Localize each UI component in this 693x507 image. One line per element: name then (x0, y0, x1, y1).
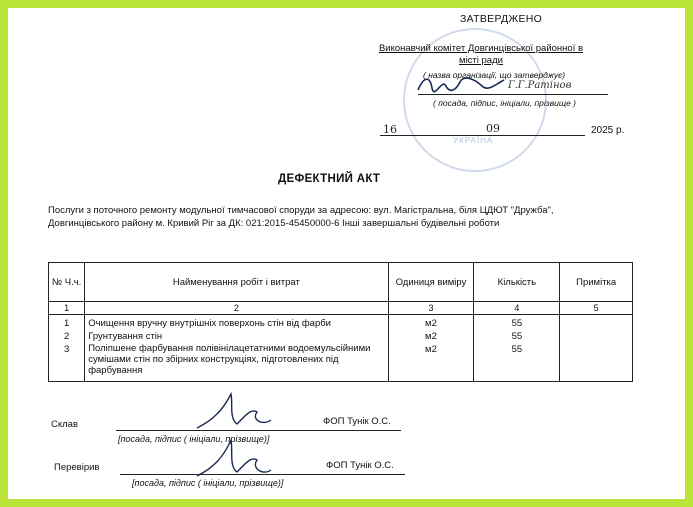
checked-name: ФОП Тунік О.С. (326, 460, 394, 471)
defects-table (48, 262, 633, 382)
checked-hint: [посада, підпис ( ініціали, прізвище)] (132, 478, 284, 488)
position-hint: ( посада, підпис, ініціали, прізвище ) (433, 98, 577, 108)
approval-title: ЗАТВЕРДЖЕНО (460, 13, 543, 25)
document-title: ДЕФЕКТНИЙ АКТ (278, 173, 381, 185)
name-cell (85, 315, 388, 382)
col-number: 3 (388, 302, 474, 315)
row-num: 3 (63, 344, 70, 355)
table-header-row (49, 263, 633, 302)
unit-cell (388, 315, 474, 382)
work-name: Очищення вручну внутрішніх поверхонь стін від фарби (88, 318, 331, 329)
compiled-label: Склав (51, 419, 78, 430)
header-num: № Ч.ч. (49, 263, 85, 302)
num-cell (49, 315, 85, 382)
work-name: Грунтування стін (88, 331, 163, 342)
date-month: 09 (486, 122, 500, 135)
work-unit: м2 (425, 331, 437, 342)
date-year: 2025 р. (591, 125, 625, 136)
organization-hint: ( назва організації, що затверджує) (423, 70, 566, 80)
compiled-name: ФОП Тунік О.С. (323, 416, 391, 427)
work-unit: м2 (425, 318, 437, 329)
work-qty: 55 (511, 331, 523, 342)
header-unit: Одиниця виміру (388, 263, 474, 302)
compiled-hint: [посада, підпис ( ініціали, прізвище)] (118, 434, 270, 444)
document-description: Послуги з поточного ремонту модульної тимчасової споруди за адресою: вул. Магістральна, біля ЦДЮТ "Дружба", Довгинцівського району м. Кривий Ріг за ДК: 021:2015-45450000-6 Інші завершальні будівельні роботи (48, 205, 554, 229)
column-number-row (49, 302, 633, 315)
header-name: Найменування робіт і витрат (85, 263, 388, 302)
approving-organization: Виконавчий комітет Довгинцівської районної в місті ради (378, 43, 584, 66)
compiled-signature (193, 390, 273, 435)
approval-signature-name: Г.Г.Ратінов (508, 80, 572, 91)
qty-cell (474, 315, 560, 382)
work-qty: 55 (511, 344, 523, 355)
note-cell (560, 315, 633, 382)
col-number: 4 (474, 302, 560, 315)
row-num: 1 (63, 318, 70, 329)
col-number: 1 (49, 302, 85, 315)
checked-signature-line (120, 474, 405, 475)
approval-signature-line (418, 94, 608, 95)
approval-signature (416, 74, 506, 96)
checked-label: Перевірив (54, 462, 100, 473)
date-day: 16 (383, 123, 397, 136)
date-line (380, 135, 585, 136)
stamp-text: УКРАЇНА (453, 136, 494, 145)
col-number: 5 (560, 302, 633, 315)
work-unit: м2 (425, 344, 437, 355)
header-qty: Кількість (474, 263, 560, 302)
col-number: 2 (85, 302, 388, 315)
header-note: Примітка (560, 263, 633, 302)
table-body-row (49, 315, 633, 382)
work-qty: 55 (511, 318, 523, 329)
compiled-signature-line (116, 430, 401, 431)
row-num: 2 (63, 331, 70, 342)
work-name: Поліпшене фарбування полівінілацетатними водоемульсійними сумішами стін по збірних конструкціях, підготовлених під фарбування (88, 343, 371, 376)
document (8, 8, 685, 499)
